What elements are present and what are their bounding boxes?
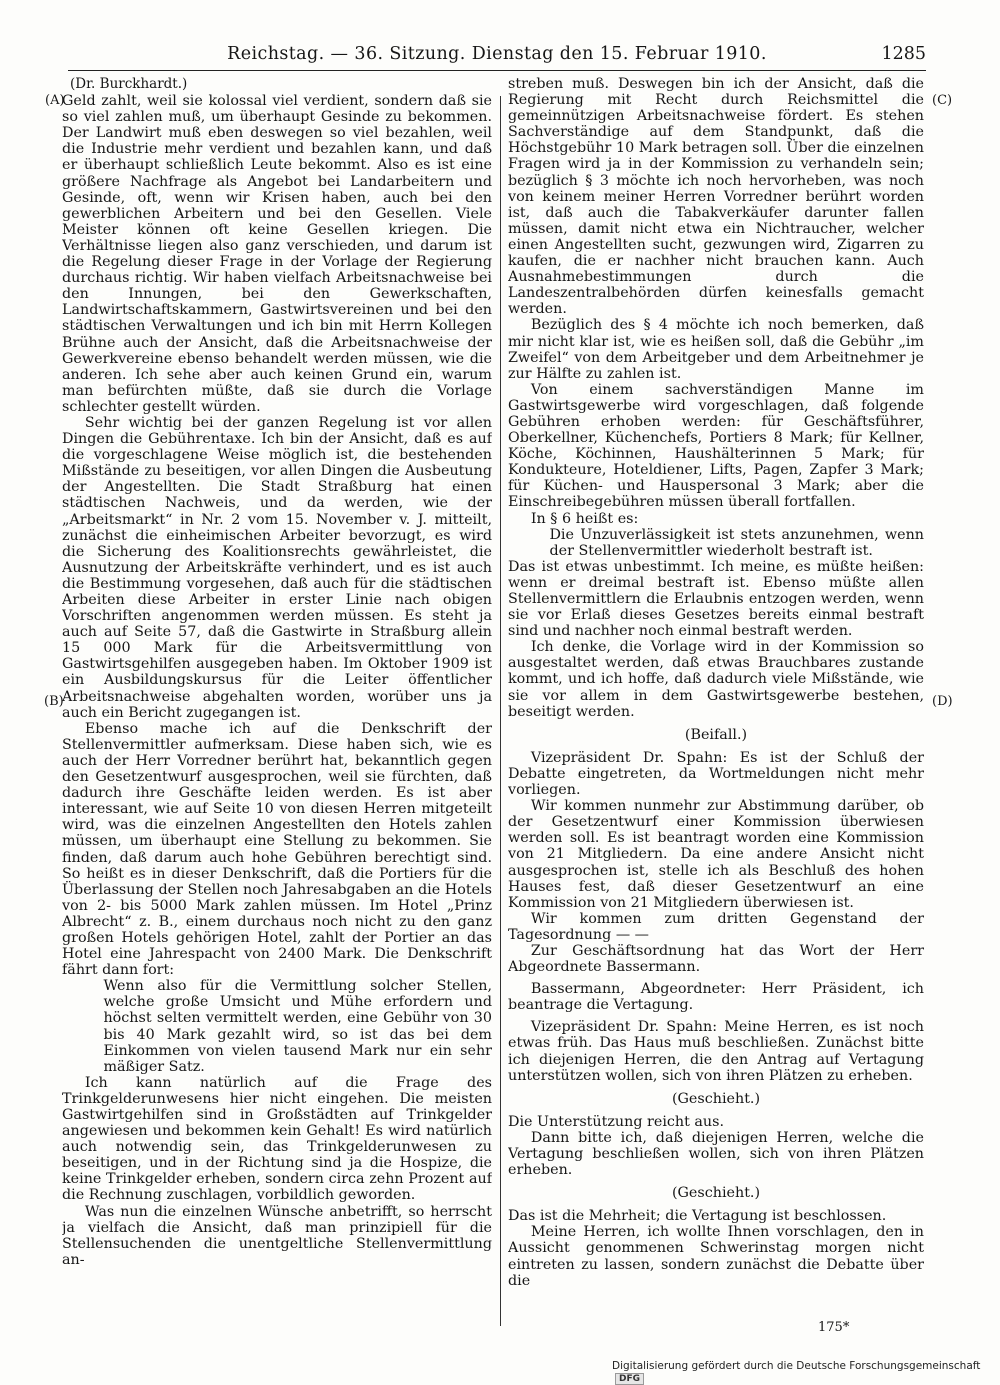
- paragraph: Vizepräsident Dr. Spahn: Meine Herren, es ist noch etwas früh. Das Haus muß beschließen. Zunächst bitte ich diejenigen Herren, die den Antrag auf Vertagung unterstützen wollen, sich von ihren Plätzen zu erheben.: [508, 1019, 924, 1084]
- paragraph: Bezüglich des § 4 möchte ich noch bemerken, daß mir nicht klar ist, wie es heißen soll, daß die Gebühr „im Zweifel“ von dem Arbeitgeber und dem Arbeitnehmer je zur Hälfte zu zahlen ist.: [508, 317, 924, 382]
- margin-mark-d: (D): [932, 694, 953, 709]
- block-quote: Die Unzuverlässigkeit ist stets anzunehmen, wenn der Stellenvermittler wiederholt bestraft ist.: [549, 526, 924, 559]
- margin-mark-b: (B): [44, 694, 64, 709]
- paragraph: Meine Herren, ich wollte Ihnen vorschlagen, den in Aussicht genommenen Schwerinstag morgen nicht eintreten zu lassen, sondern zunächst die Debatte über die: [508, 1224, 924, 1289]
- paragraph: Ich denke, die Vorlage wird in der Kommission so ausgestaltet werden, daß etwas Brauchbares zustande kommt, und ich hoffe, daß dadurch viele Mißstände, wie sie vor allem in dem Gastwirtsgewerbe bestehen, beseitigt werden.: [508, 639, 924, 720]
- paragraph: Ebenso mache ich auf die Denkschrift der Stellenvermittler aufmerksam. Diese haben sich, wie es auch der Herr Vorredner berührt hat, bekanntlich gegen den Gesetzentwurf ausgesprochen, weil sie fürchten, daß dadurch ihre Geschäfte leiden werden. Es ist aber interessant, wie auf Seite 10 von diesen Herren mitgeteilt wird, was die einzelnen Angestellten den Hotels zahlen müssen, um überhaupt eine Stellung zu bekommen. Sie finden, daß darum auch hohe Gebühren berechtigt sind. So heißt es in dieser Denkschrift, daß die Portiers für die Überlassung der Stellen noch Jahresabgaben an die Hotels von 2- bis 5000 Mark zahlen müssen. Im Hotel „Prinz Albrecht“ z. B., einem durchaus noch nicht zu den ganz großen Hotels gehörigen Hotel, zahlt der Portier an das Hotel eine Jahrespacht von 2400 Mark. Die Denkschrift fährt dann fort:: [62, 720, 492, 979]
- paragraph: Zur Geschäftsordnung hat das Wort der Herr Abgeordnete Bassermann.: [508, 942, 924, 976]
- paragraph: Wir kommen zum dritten Gegenstand der Tagesordnung — —: [508, 910, 924, 943]
- speaker-label: (Dr. Burckhardt.): [70, 76, 188, 92]
- stage-direction: (Geschieht.): [671, 1185, 761, 1202]
- paragraph: Von einem sachverständigen Manne im Gastwirtsgewerbe wird vorgeschlagen, daß folgende Gebühren erhoben werden: für Geschäftsführer, Oberkellner, Küchenchefs, Portiers 8 Mark; für Kellner, Köche, Köchinnen, Haushälterinnen 5 Mark; für Kondukteure, Hoteldiener, Lifts, Pagen, Zapfer 3 Mark; für Küchen- und Hauspersonal 3 Mark; aber die Einschreibegebühren müssen überall fortfallen.: [508, 381, 924, 511]
- stage-direction: (Geschieht.): [671, 1090, 761, 1107]
- paragraph: Dann bitte ich, daß diejenigen Herren, welche die Vertagung beschließen wollen, sich von ihren Plätzen erheben.: [508, 1129, 924, 1179]
- column-divider: [500, 96, 501, 1326]
- margin-mark-c: (C): [932, 93, 953, 108]
- paragraph: Bassermann, Abgeordneter: Herr Präsident, ich beantrage die Vertagung.: [508, 981, 924, 1014]
- stage-direction: (Beifall.): [684, 726, 748, 743]
- page-header: [68, 44, 926, 68]
- right-column: [508, 76, 924, 1338]
- footer-text: Digitalisierung gefördert durch die Deutsche Forschungsgemeinschaft: [612, 1360, 981, 1372]
- paragraph: Ich kann natürlich auf die Frage des Trinkgelderunwesens hier nicht eingehen. Die meisten Gastwirtgehilfen sind in Großstädten auf Trinkgelder angewiesen und bekommen kein Gehalt! Es wird natürlich auch notwendig sein, das Trinkgelderunwesen zu beseitigen, und in der Richtung sind ja die Hospize, die keine Trinkgelder erheben, sondern circa zehn Prozent auf die Rechnung zuschlagen, vorbildlich geworden.: [62, 1074, 492, 1204]
- dfg-logo-icon: DFG: [615, 1373, 644, 1385]
- block-quote: Wenn also für die Vermittlung solcher Stellen, welche große Umsicht und Mühe erfordern und höchst selten vermittelt werden, eine Gebühr von 30 bis 40 Mark gezahlt wird, so ist das bei dem Einkommen von vielen tausend Mark nur ein sehr mäßiger Satz.: [103, 978, 492, 1075]
- paragraph: Vizepräsident Dr. Spahn: Es ist der Schluß der Debatte eingetreten, da Wortmeldungen nicht mehr vorliegen.: [508, 749, 924, 799]
- running-title: Reichstag. — 36. Sitzung. Dienstag den 15. Februar 1910.: [227, 44, 767, 64]
- paragraph: streben muß. Deswegen bin ich der Ansicht, daß die Regierung mit Recht durch Reichsmittel die gemeinnützigen Arbeitsnachweise fördert. Es stehen Sachverständige auf dem Standpunkt, daß die Höchstgebühr 10 Mark betragen soll. Über die einzelnen Fragen wird ja in der Kommission zu verhandeln sein; bezüglich § 3 möchte ich noch hervorheben, was noch von keinem meiner Herren Vorredner berührt worden ist, daß auch die Tabakverkäufer darunter fallen müssen, damit nicht etwa ein Nichtraucher, welcher einen Angestellten sucht, gezwungen wird, Zigarren zu kaufen, die er nachher nicht brauchen kann. Auch Ausnahmebestimmungen durch die Landeszentralbehörden dürfen keinesfalls gemacht werden.: [508, 76, 924, 318]
- paragraph: In § 6 heißt es:: [530, 510, 639, 527]
- margin-mark-a: (A): [45, 93, 65, 108]
- paragraph: Sehr wichtig bei der ganzen Regelung ist vor allen Dingen die Gebührentaxe. Ich bin der Ansicht, daß es auf die vorgeschlagene Weise möglich ist, die bestehenden Mißstände zu beseitigen, vor allen Dingen die Ausbeutung der Angestellten. Die Stadt Straßburg hat einen städtischen Nachweis, und da werden, wie der „Arbeitsmarkt“ in Nr. 2 vom 15. November v. J. mitteilt, zunächst die einheimischen Arbeiter bevorzugt, es wird die Sicherung des Koalitionsrechts gewährleistet, die Ausnutzung der Arbeitskräfte verhindert, und es ist auch die Bestimmung vorgesehen, daß auch für die städtischen Arbeiten diese Arbeiter in erster Linie nach obigen Vorschriften angenommen werden müssen. Es steht ja auch auf Seite 57, daß die Gastwirte in Straßburg allein 15 000 Mark für die Arbeitsvermittlung von Gastwirtsgehilfen ausgegeben haben. Im Oktober 1909 ist ein Ausbildungskursus für die Leiter öffentlicher Arbeitsnachweise abgehalten worden, worüber uns ja auch ein Bericht zugegangen ist.: [62, 414, 492, 721]
- left-column: [62, 76, 492, 1338]
- paragraph: Wir kommen nunmehr zur Abstimmung darüber, ob der Gesetzentwurf einer Kommission überwiesen werden soll. Es ist beantragt worden eine Kommission von 21 Mitgliedern. Da eine andere Ansicht nicht ausgesprochen ist, stelle ich als Beschluß des hohen Hauses fest, daß dieser Gesetzentwurf an eine Kommission von 21 Mitgliedern überwiesen ist.: [508, 798, 924, 911]
- page-number: 1285: [881, 44, 926, 64]
- paragraph: Was nun die einzelnen Wünsche anbetrifft, so herrscht ja vielfach die Ansicht, daß man prinzipiell für die Stellensuchenden die unentgeltliche Stellenvermittlung an-: [62, 1203, 492, 1268]
- paragraph: Die Unterstützung reicht aus.: [508, 1113, 725, 1130]
- digitization-footer: [612, 1360, 1000, 1385]
- sheet-signature: 175*: [818, 1320, 850, 1335]
- paragraph: Das ist die Mehrheit; die Vertagung ist beschlossen.: [508, 1208, 887, 1225]
- header-rule: [68, 70, 926, 71]
- paragraph: Geld zahlt, weil sie kolossal viel verdient, sondern daß sie so viel zahlen muß, um überhaupt Gesinde zu bekommen. Der Landwirt muß eben deswegen so viel bezahlen, weil die Industrie mehr verdient und bezahlen kann, und daß er überhaupt schließlich Leute bekommt. Also es ist eine größere Nachfrage als Angebot bei Landarbeitern und Gesinde, oft, wenn wir Krisen haben, auch bei den gewerblichen Arbeitern und bei den Gesellen. Viele Meister können oft keine Gesellen kriegen. Die Verhältnisse liegen also ganz verschieden, und darum ist die Regelung dieser Frage in der Vorlage der Regierung durchaus richtig. Wir haben vielfach Arbeitsnachweise bei den Innungen, bei den Gewerkschaften, Landwirtschaftskammern, Gastwirtsvereinen und bei den städtischen Verwaltungen und ich bin mit Herrn Kollegen Brühne auch der Ansicht, daß die Arbeitsnachweise der Gewerkvereine ebenso behandelt werden müssen, wie die anderen. Ich sehe aber auch keinen Grund ein, warum man befürchten müßte, daß sie durch die Vorlage schlechter gestellt würden.: [62, 93, 492, 415]
- paragraph: Das ist etwas unbestimmt. Ich meine, es müßte heißen: wenn er dreimal bestraft ist. Ebenso müßte allen Stellenvermittlern die Erlaubnis entzogen werden, wenn sie vor Erlaß dieses Gesetzes bereits einmal bestraft sind und nachher noch einmal bestraft werden.: [508, 558, 924, 640]
